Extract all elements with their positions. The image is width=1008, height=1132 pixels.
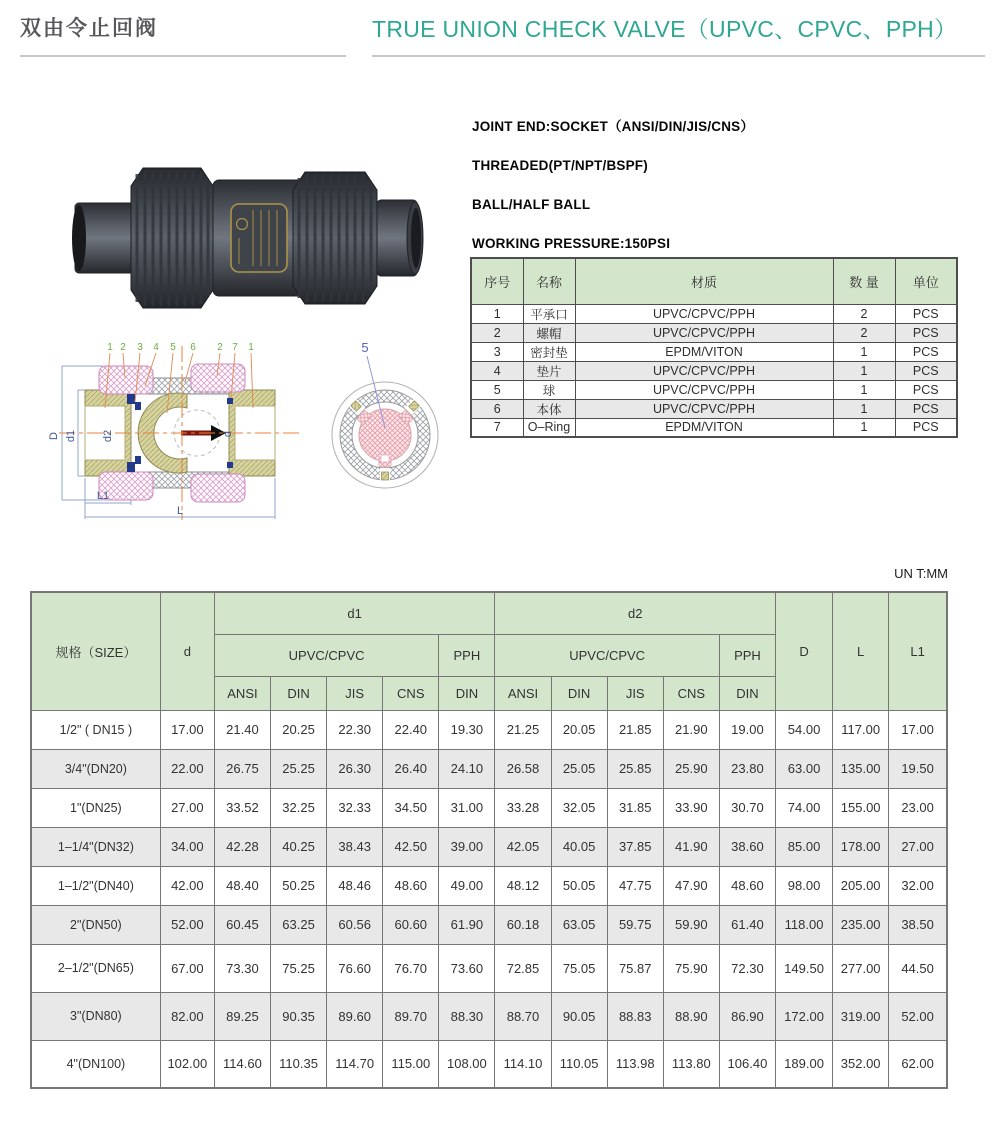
parts-cell: PCS	[895, 323, 957, 342]
dim-row	[31, 944, 947, 992]
parts-row	[471, 361, 957, 380]
dim-cell: 352.00	[833, 1040, 889, 1088]
dim-cell: 20.05	[551, 710, 607, 749]
dim-cell: 102.00	[160, 1040, 214, 1088]
dim-cell: 76.70	[383, 944, 439, 992]
dim-size-cell: 4"(DN100)	[31, 1040, 160, 1088]
dim-cell: 19.30	[439, 710, 495, 749]
dim-cell: 277.00	[833, 944, 889, 992]
dim-cell: 17.00	[889, 710, 947, 749]
dim-cell: 114.60	[214, 1040, 270, 1088]
parts-cell: 1	[833, 418, 895, 437]
dim-cell: 114.10	[495, 1040, 551, 1088]
page-title-en: TRUE UNION CHECK VALVE（UPVC、CPVC、PPH）	[372, 11, 985, 57]
dim-label-L: L	[176, 505, 184, 517]
dim-cell: 155.00	[833, 788, 889, 827]
dim-cell: 19.50	[889, 749, 947, 788]
dim-cell: 31.85	[607, 788, 663, 827]
parts-cell: O–Ring	[523, 418, 575, 437]
dimension-table	[30, 591, 948, 1089]
dim-header-upvc-cpvc: UPVC/CPVC	[214, 634, 438, 676]
dim-cell: 113.98	[607, 1040, 663, 1088]
dim-cell: 62.00	[889, 1040, 947, 1088]
dim-row	[31, 992, 947, 1040]
dim-cell: 44.50	[889, 944, 947, 992]
dim-header-standard: JIS	[327, 676, 383, 710]
dim-header-upvc-cpvc: UPVC/CPVC	[495, 634, 719, 676]
dim-cell: 117.00	[833, 710, 889, 749]
dim-cell: 21.40	[214, 710, 270, 749]
dim-cell: 48.12	[495, 866, 551, 905]
dim-header-standard: JIS	[607, 676, 663, 710]
parts-cell: EPDM/VITON	[575, 418, 833, 437]
dim-cell: 67.00	[160, 944, 214, 992]
dim-cell: 40.05	[551, 827, 607, 866]
page-title-cn: 双由令止回阀	[20, 10, 346, 57]
dim-cell: 319.00	[833, 992, 889, 1040]
dim-cell: 38.50	[889, 905, 947, 944]
dim-header-L1: L1	[889, 592, 947, 710]
dim-size-cell: 2"(DN50)	[31, 905, 160, 944]
dim-cell: 90.35	[271, 992, 327, 1040]
dim-cell: 82.00	[160, 992, 214, 1040]
dim-row	[31, 905, 947, 944]
dim-size-cell: 1–1/2"(DN40)	[31, 866, 160, 905]
parts-cell: PCS	[895, 418, 957, 437]
dim-cell: 72.85	[495, 944, 551, 992]
dim-cell: 172.00	[775, 992, 832, 1040]
parts-cell: UPVC/CPVC/PPH	[575, 380, 833, 399]
dim-cell: 113.80	[663, 1040, 719, 1088]
dim-cell: 42.50	[383, 827, 439, 866]
dim-cell: 59.90	[663, 905, 719, 944]
dim-header-row-1	[31, 592, 947, 634]
dim-cell: 37.85	[607, 827, 663, 866]
spec-line: JOINT END:SOCKET（ANSI/DIN/JIS/CNS）	[472, 119, 755, 134]
dim-cell: 115.00	[383, 1040, 439, 1088]
dim-cell: 106.40	[719, 1040, 775, 1088]
dim-cell: 34.00	[160, 827, 214, 866]
dim-row	[31, 788, 947, 827]
dim-header-pph: PPH	[719, 634, 775, 676]
parts-cell: 7	[471, 418, 523, 437]
parts-cell: PCS	[895, 304, 957, 323]
dim-cell: 22.30	[327, 710, 383, 749]
dim-row	[31, 866, 947, 905]
dim-cell: 114.70	[327, 1040, 383, 1088]
dim-cell: 33.28	[495, 788, 551, 827]
dim-cell: 48.40	[214, 866, 270, 905]
parts-cell: 2	[833, 323, 895, 342]
valve-section-drawing	[45, 338, 465, 523]
parts-cell: 1	[471, 304, 523, 323]
parts-cell: 密封垫	[523, 342, 575, 361]
dim-label-D: D	[48, 432, 60, 440]
dim-cell: 48.60	[719, 866, 775, 905]
dim-cell: 19.00	[719, 710, 775, 749]
dim-cell: 205.00	[833, 866, 889, 905]
dim-cell: 60.18	[495, 905, 551, 944]
parts-cell: 1	[833, 399, 895, 418]
dim-cell: 49.00	[439, 866, 495, 905]
dim-header-standard: ANSI	[214, 676, 270, 710]
dim-header-standard: CNS	[663, 676, 719, 710]
dim-header-d1: d1	[214, 592, 495, 634]
parts-cell: PCS	[895, 361, 957, 380]
dim-cell: 33.52	[214, 788, 270, 827]
parts-cell: PCS	[895, 342, 957, 361]
dim-cell: 63.00	[775, 749, 832, 788]
dim-cell: 23.80	[719, 749, 775, 788]
dim-cell: 26.58	[495, 749, 551, 788]
parts-cell: 1	[833, 380, 895, 399]
dim-cell: 20.25	[271, 710, 327, 749]
dim-cell: 42.05	[495, 827, 551, 866]
dim-cell: 54.00	[775, 710, 832, 749]
parts-cell: UPVC/CPVC/PPH	[575, 399, 833, 418]
dim-cell: 25.85	[607, 749, 663, 788]
dim-cell: 108.00	[439, 1040, 495, 1088]
dim-cell: 189.00	[775, 1040, 832, 1088]
parts-cell: PCS	[895, 399, 957, 418]
dim-cell: 25.90	[663, 749, 719, 788]
parts-cell: 2	[471, 323, 523, 342]
parts-cell: PCS	[895, 380, 957, 399]
dim-cell: 85.00	[775, 827, 832, 866]
valve-photo-shapes	[72, 168, 423, 308]
dim-cell: 39.00	[439, 827, 495, 866]
parts-header-unit: 单位	[895, 258, 957, 304]
dim-cell: 135.00	[833, 749, 889, 788]
dim-cell: 26.40	[383, 749, 439, 788]
dim-cell: 26.30	[327, 749, 383, 788]
dim-cell: 48.60	[383, 866, 439, 905]
dim-cell: 75.05	[551, 944, 607, 992]
dim-cell: 30.70	[719, 788, 775, 827]
parts-row	[471, 380, 957, 399]
parts-header-row	[471, 258, 957, 304]
dim-header-standard: DIN	[551, 676, 607, 710]
dim-cell: 89.60	[327, 992, 383, 1040]
dim-cell: 22.40	[383, 710, 439, 749]
dim-cell: 52.00	[889, 992, 947, 1040]
parts-cell: UPVC/CPVC/PPH	[575, 323, 833, 342]
dim-cell: 73.30	[214, 944, 270, 992]
drawing-callout: 4	[153, 342, 159, 353]
callout-numbers	[107, 342, 254, 353]
spec-line: WORKING PRESSURE:150PSI	[472, 236, 671, 251]
dim-cell: 38.43	[327, 827, 383, 866]
parts-row	[471, 399, 957, 418]
dim-row	[31, 749, 947, 788]
dim-cell: 48.46	[327, 866, 383, 905]
dim-cell: 75.25	[271, 944, 327, 992]
dim-cell: 22.00	[160, 749, 214, 788]
dim-cell: 89.70	[383, 992, 439, 1040]
dim-row	[31, 1040, 947, 1088]
dim-row	[31, 710, 947, 749]
parts-cell: UPVC/CPVC/PPH	[575, 361, 833, 380]
dim-cell: 25.25	[271, 749, 327, 788]
parts-row	[471, 342, 957, 361]
dim-cell: 32.25	[271, 788, 327, 827]
parts-cell: 5	[471, 380, 523, 399]
dim-cell: 149.50	[775, 944, 832, 992]
dim-cell: 31.00	[439, 788, 495, 827]
drawing-callout: 2	[217, 342, 223, 353]
dim-cell: 32.05	[551, 788, 607, 827]
parts-cell: 平承口	[523, 304, 575, 323]
dim-cell: 60.56	[327, 905, 383, 944]
dim-cell: 75.87	[607, 944, 663, 992]
parts-row	[471, 304, 957, 323]
dim-cell: 98.00	[775, 866, 832, 905]
dim-size-cell: 3/4"(DN20)	[31, 749, 160, 788]
parts-cell: 4	[471, 361, 523, 380]
spec-line: THREADED(PT/NPT/BSPF)	[472, 158, 648, 173]
dim-cell: 59.75	[607, 905, 663, 944]
parts-row	[471, 323, 957, 342]
page-header	[20, 10, 985, 57]
dim-cell: 88.70	[495, 992, 551, 1040]
dim-cell: 76.60	[327, 944, 383, 992]
dim-cell: 40.25	[271, 827, 327, 866]
dim-header-D: D	[775, 592, 832, 710]
dim-cell: 42.28	[214, 827, 270, 866]
parts-table	[470, 257, 958, 438]
parts-row	[471, 418, 957, 437]
spec-line: BALL/HALF BALL	[472, 197, 591, 212]
dim-header-standard: DIN	[719, 676, 775, 710]
drawing-callout: 5	[170, 342, 176, 353]
dim-cell: 21.25	[495, 710, 551, 749]
parts-cell: EPDM/VITON	[575, 342, 833, 361]
parts-cell: 3	[471, 342, 523, 361]
parts-header-material: 材质	[575, 258, 833, 304]
dim-size-cell: 1/2" ( DN15 )	[31, 710, 160, 749]
dim-label-d: d	[222, 430, 234, 438]
drawing-callout: 2	[120, 342, 126, 353]
dim-header-standard: ANSI	[495, 676, 551, 710]
dim-cell: 21.90	[663, 710, 719, 749]
parts-cell: UPVC/CPVC/PPH	[575, 304, 833, 323]
dim-size-cell: 1"(DN25)	[31, 788, 160, 827]
parts-cell: 球	[523, 380, 575, 399]
parts-header-no: 序号	[471, 258, 523, 304]
parts-header-qty: 数 量	[833, 258, 895, 304]
dim-cell: 235.00	[833, 905, 889, 944]
dim-cell: 50.05	[551, 866, 607, 905]
ball-end-view	[332, 340, 438, 488]
drawing-callout: 1	[107, 342, 113, 353]
dim-cell: 50.25	[271, 866, 327, 905]
parts-cell: 本体	[523, 399, 575, 418]
dim-cell: 38.60	[719, 827, 775, 866]
dim-header-d: d	[160, 592, 214, 710]
dim-cell: 61.90	[439, 905, 495, 944]
dim-header-standard: CNS	[383, 676, 439, 710]
dim-cell: 32.00	[889, 866, 947, 905]
drawing-callout: 1	[248, 342, 254, 353]
dim-label-d1: d1	[65, 429, 77, 443]
dim-cell: 61.40	[719, 905, 775, 944]
valve-product-photo	[55, 118, 425, 328]
dim-size-cell: 2–1/2"(DN65)	[31, 944, 160, 992]
parts-cell: 螺帽	[523, 323, 575, 342]
dim-cell: 21.85	[607, 710, 663, 749]
dim-cell: 26.75	[214, 749, 270, 788]
parts-cell: 2	[833, 304, 895, 323]
dim-size-cell: 1–1/4"(DN32)	[31, 827, 160, 866]
dim-cell: 47.75	[607, 866, 663, 905]
spec-list	[472, 118, 754, 274]
dim-cell: 88.83	[607, 992, 663, 1040]
drawing-callout: 7	[232, 342, 238, 353]
parts-cell: 1	[833, 361, 895, 380]
dim-cell: 33.90	[663, 788, 719, 827]
dim-cell: 178.00	[833, 827, 889, 866]
drawing-callout: 6	[190, 342, 196, 353]
unit-note: UN T:MM	[894, 566, 948, 581]
dim-cell: 32.33	[327, 788, 383, 827]
dim-label-L1: L1	[96, 490, 110, 502]
dim-cell: 41.90	[663, 827, 719, 866]
dim-header-L: L	[833, 592, 889, 710]
dim-cell: 86.90	[719, 992, 775, 1040]
dim-cell: 63.05	[551, 905, 607, 944]
dim-cell: 25.05	[551, 749, 607, 788]
dim-cell: 75.90	[663, 944, 719, 992]
valve-section	[59, 346, 301, 520]
dim-cell: 60.60	[383, 905, 439, 944]
dim-cell: 110.05	[551, 1040, 607, 1088]
dim-cell: 42.00	[160, 866, 214, 905]
dim-cell: 73.60	[439, 944, 495, 992]
dim-label-d2: d2	[102, 429, 114, 443]
dim-cell: 52.00	[160, 905, 214, 944]
dim-cell: 27.00	[889, 827, 947, 866]
dim-cell: 24.10	[439, 749, 495, 788]
dim-header-standard: DIN	[271, 676, 327, 710]
dim-header-pph: PPH	[439, 634, 495, 676]
dim-cell: 63.25	[271, 905, 327, 944]
dim-cell: 27.00	[160, 788, 214, 827]
dim-cell: 74.00	[775, 788, 832, 827]
dim-cell: 72.30	[719, 944, 775, 992]
dim-cell: 47.90	[663, 866, 719, 905]
dim-cell: 88.30	[439, 992, 495, 1040]
dim-header-standard: DIN	[439, 676, 495, 710]
dim-cell: 90.05	[551, 992, 607, 1040]
dim-header-size: 规格（SIZE）	[31, 592, 160, 710]
parts-cell: 6	[471, 399, 523, 418]
dim-cell: 60.45	[214, 905, 270, 944]
dim-cell: 23.00	[889, 788, 947, 827]
parts-cell: 1	[833, 342, 895, 361]
dim-row	[31, 827, 947, 866]
drawing-callout: 3	[137, 342, 143, 353]
dim-cell: 17.00	[160, 710, 214, 749]
dim-cell: 89.25	[214, 992, 270, 1040]
parts-cell: 垫片	[523, 361, 575, 380]
dim-cell: 118.00	[775, 905, 832, 944]
dim-cell: 110.35	[271, 1040, 327, 1088]
dim-size-cell: 3"(DN80)	[31, 992, 160, 1040]
dim-cell: 88.90	[663, 992, 719, 1040]
dim-cell: 34.50	[383, 788, 439, 827]
dim-header-d2: d2	[495, 592, 776, 634]
ball-view-label: 5	[361, 340, 369, 355]
parts-header-name: 名称	[523, 258, 575, 304]
